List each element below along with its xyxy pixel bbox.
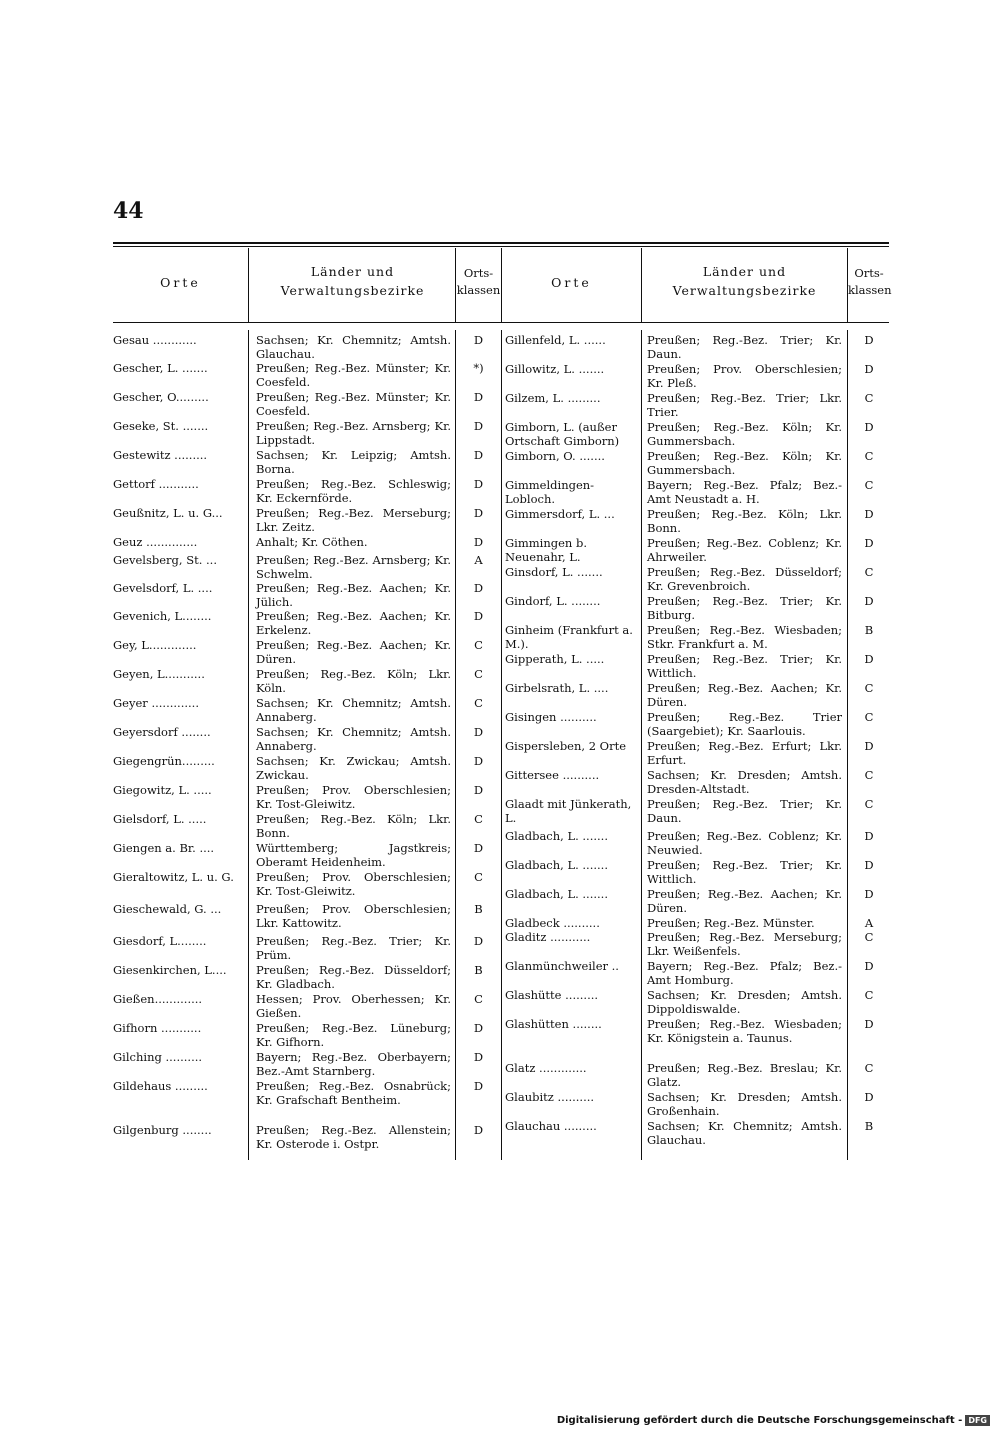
- place-class: D: [864, 858, 874, 872]
- top-rule-thick: [113, 242, 889, 244]
- administrative-district: Preußen; Reg.-Bez. Arnsberg; Kr. Lippstadt.: [256, 419, 451, 447]
- header-klassen-line2: klassen: [456, 283, 501, 297]
- place-name: Geseke, St. .......: [113, 420, 209, 433]
- place-class: B: [474, 963, 483, 977]
- place-class: D: [473, 783, 484, 797]
- place-name: Gescher, O.........: [113, 391, 209, 404]
- administrative-district: Preußen; Reg.-Bez. Aachen; Kr. Erkelenz.: [256, 609, 451, 637]
- place-name: Gimmeldingen-Lobloch.: [505, 479, 595, 506]
- place-name: Gildehaus .........: [113, 1080, 208, 1093]
- col-line-1: [248, 330, 249, 1160]
- place-class: B: [864, 623, 874, 637]
- place-name: Gescher, L. .......: [113, 362, 208, 375]
- place-class: D: [864, 420, 874, 434]
- place-name: Geyer .............: [113, 697, 199, 710]
- col-divider-1: [248, 248, 249, 322]
- administrative-district: Bayern; Reg.-Bez. Pfalz; Bez.-Amt Homburg.: [647, 959, 842, 987]
- administrative-district: Preußen; Reg.-Bez. Münster.: [647, 916, 815, 930]
- place-class: C: [474, 696, 483, 710]
- place-class: D: [473, 725, 484, 739]
- place-class: C: [864, 1061, 874, 1075]
- place-name: Giesdorf, L........: [113, 935, 207, 948]
- place-class: D: [473, 535, 484, 549]
- place-name: Ginsdorf, L. .......: [505, 566, 603, 579]
- place-name: Gimmersdorf, L. ...: [505, 508, 615, 521]
- place-class: C: [474, 667, 483, 681]
- header-klassen-left: [456, 265, 501, 299]
- place-name: Gillenfeld, L. ......: [505, 334, 606, 347]
- administrative-district: Preußen; Reg.-Bez. Arnsberg; Kr. Schwelm.: [256, 553, 451, 581]
- place-class: A: [474, 553, 483, 567]
- administrative-district: Preußen; Reg.-Bez. Trier (Saargebiet); Kr. Saarlouis.: [647, 710, 842, 738]
- administrative-district: Württemberg; Jagstkreis; Oberamt Heidenheim.: [256, 841, 451, 869]
- place-name: Gittersee ..........: [505, 769, 600, 782]
- place-name: Glaadt mit Jünkerath, L.: [505, 798, 632, 825]
- administrative-district: Preußen; Reg.-Bez. Köln; Lkr. Köln.: [256, 667, 451, 695]
- place-name: Gettorf ...........: [113, 478, 199, 491]
- header-klassen-line1: Orts-: [854, 266, 884, 280]
- place-class: B: [474, 902, 483, 916]
- place-name: Gimmingen b. Neuenahr, L.: [505, 537, 588, 564]
- place-class: D: [864, 1090, 874, 1104]
- administrative-district: Anhalt; Kr. Cöthen.: [256, 535, 368, 549]
- place-name: Gevelsberg, St. ...: [113, 554, 217, 567]
- col-line-4: [641, 330, 642, 1160]
- administrative-district: Preußen; Reg.-Bez. Trier; Kr. Daun.: [647, 333, 842, 361]
- place-class: C: [864, 797, 874, 811]
- place-name: Gladitz ...........: [505, 931, 591, 944]
- place-name: Gimborn, O. .......: [505, 450, 605, 463]
- administrative-district: Preußen; Reg.-Bez. Trier; Lkr. Trier.: [647, 391, 842, 419]
- place-class: D: [473, 1079, 484, 1093]
- place-name: Geußnitz, L. u. G...: [113, 507, 223, 520]
- place-class: D: [864, 1017, 874, 1031]
- place-name: Giegengrün.........: [113, 755, 215, 768]
- administrative-district: Preußen; Reg.-Bez. Trier; Kr. Bitburg.: [647, 594, 842, 622]
- administrative-district: Bayern; Reg.-Bez. Pfalz; Bez.-Amt Neustadt a. H.: [647, 478, 842, 506]
- place-class: D: [473, 934, 484, 948]
- place-class: D: [473, 581, 484, 595]
- place-class: D: [864, 507, 874, 521]
- administrative-district: Preußen; Reg.-Bez. Köln; Lkr. Bonn.: [256, 812, 451, 840]
- place-class: D: [864, 333, 874, 347]
- administrative-district: Preußen; Reg.-Bez. Aachen; Kr. Düren.: [256, 638, 451, 666]
- administrative-district: Preußen; Reg.-Bez. Trier; Kr. Wittlich.: [647, 858, 842, 886]
- administrative-district: Preußen; Reg.-Bez. Düsseldorf; Kr. Gladbach.: [256, 963, 451, 991]
- place-class: D: [473, 609, 484, 623]
- place-class: C: [474, 870, 483, 884]
- place-name: Girbelsrath, L. ....: [505, 682, 609, 695]
- place-name: Gesau ............: [113, 334, 197, 347]
- place-class: D: [864, 829, 874, 843]
- administrative-district: Sachsen; Kr. Chemnitz; Amtsh. Glauchau.: [647, 1119, 842, 1147]
- place-class: D: [473, 754, 484, 768]
- place-name: Gifhorn ...........: [113, 1022, 202, 1035]
- place-name: Geuz ..............: [113, 536, 198, 549]
- place-name: Gimborn, L. (außer Ortschaft Gimborn): [505, 421, 620, 448]
- place-name: Gieraltowitz, L. u. G.: [113, 871, 234, 884]
- header-orte-left: Orte: [160, 275, 201, 290]
- place-name: Geyen, L...........: [113, 668, 205, 681]
- place-name: Gladbach, L. .......: [505, 888, 608, 901]
- place-class: C: [864, 988, 874, 1002]
- administrative-district: Sachsen; Kr. Dresden; Amtsh. Dresden-Altstadt.: [647, 768, 842, 796]
- administrative-district: Preußen; Reg.-Bez. Osnabrück; Kr. Grafschaft Bentheim.: [256, 1079, 451, 1107]
- administrative-district: Preußen; Reg.-Bez. Trier; Kr. Daun.: [647, 797, 842, 825]
- place-class: D: [864, 887, 874, 901]
- header-klassen-line1: Orts-: [463, 266, 494, 280]
- administrative-district: Preußen; Reg.-Bez. Köln; Lkr. Bonn.: [647, 507, 842, 535]
- administrative-district: Preußen; Reg.-Bez. Aachen; Kr. Düren.: [647, 681, 842, 709]
- place-name: Gladbach, L. .......: [505, 859, 608, 872]
- header-orte-right: Orte: [551, 275, 592, 290]
- place-class: D: [473, 333, 484, 347]
- place-name: Giengen a. Br. ....: [113, 842, 215, 855]
- administrative-district: Sachsen; Kr. Leipzig; Amtsh. Borna.: [256, 448, 451, 476]
- place-class: D: [864, 959, 874, 973]
- administrative-district: Sachsen; Kr. Chemnitz; Amtsh. Annaberg.: [256, 696, 451, 724]
- place-class: D: [473, 477, 484, 491]
- place-name: Glaubitz ..........: [505, 1091, 595, 1104]
- administrative-district: Preußen; Reg.-Bez. Allenstein; Kr. Osterode i. Ostpr.: [256, 1123, 451, 1151]
- place-name: Gladbach, L. .......: [505, 830, 608, 843]
- place-class: C: [864, 478, 874, 492]
- top-rule-thin: [113, 246, 889, 247]
- place-class: D: [473, 841, 484, 855]
- place-name: Giesenkirchen, L....: [113, 964, 227, 977]
- place-class: C: [474, 812, 483, 826]
- place-class: C: [864, 768, 874, 782]
- administrative-district: Preußen; Prov. Oberschlesien; Lkr. Kattowitz.: [256, 902, 451, 930]
- place-name: Gielsdorf, L. .....: [113, 813, 207, 826]
- place-name: Gindorf, L. ........: [505, 595, 601, 608]
- place-name: Glatz .............: [505, 1062, 587, 1075]
- administrative-district: Preußen; Reg.-Bez. Münster; Kr. Coesfeld.: [256, 361, 451, 389]
- header-laender-line1: Länder und: [310, 264, 395, 279]
- administrative-district: Sachsen; Kr. Dresden; Amtsh. Dippoldiswalde.: [647, 988, 842, 1016]
- administrative-district: Preußen; Reg.-Bez. Merseburg; Lkr. Weißenfels.: [647, 930, 842, 958]
- header-bottom-rule: [113, 322, 889, 323]
- administrative-district: Preußen; Reg.-Bez. Breslau; Kr. Glatz.: [647, 1061, 842, 1089]
- administrative-district: Sachsen; Kr. Zwickau; Amtsh. Zwickau.: [256, 754, 451, 782]
- place-class: D: [864, 362, 874, 376]
- place-name: Gestewitz .........: [113, 449, 208, 462]
- header-klassen-line2: klassen: [848, 283, 892, 297]
- place-class: D: [864, 739, 874, 753]
- administrative-district: Preußen; Prov. Oberschlesien; Kr. Tost-Gleiwitz.: [256, 870, 451, 898]
- administrative-district: Preußen; Reg.-Bez. Aachen; Kr. Düren.: [647, 887, 842, 915]
- administrative-district: Preußen; Prov. Oberschlesien; Kr. Tost-Gleiwitz.: [256, 783, 451, 811]
- administrative-district: Preußen; Prov. Oberschlesien; Kr. Pleß.: [647, 362, 842, 390]
- administrative-district: Preußen; Reg.-Bez. Köln; Kr. Gummersbach.: [647, 420, 842, 448]
- administrative-district: Preußen; Reg.-Bez. Düsseldorf; Kr. Grevenbroich.: [647, 565, 842, 593]
- place-class: C: [864, 391, 874, 405]
- place-name: Glauchau .........: [505, 1120, 597, 1133]
- place-class: C: [474, 992, 483, 1006]
- place-class: C: [864, 681, 874, 695]
- place-class: D: [473, 1050, 484, 1064]
- place-name: Gispersleben, 2 Orte: [505, 740, 627, 753]
- place-class: C: [864, 565, 874, 579]
- header-laender-line1: Länder und: [702, 264, 787, 279]
- place-class: C: [864, 930, 874, 944]
- place-name: Glashütten ........: [505, 1018, 602, 1031]
- administrative-district: Preußen; Reg.-Bez. Merseburg; Lkr. Zeitz.: [256, 506, 451, 534]
- header-laender-line2: Verwaltungsbezirke: [280, 283, 425, 298]
- place-name: Gisingen ..........: [505, 711, 597, 724]
- place-class: D: [473, 506, 484, 520]
- place-name: Gießen.............: [113, 993, 203, 1006]
- place-name: Gipperath, L. .....: [505, 653, 605, 666]
- place-name: Ginheim (Frankfurt a. M.).: [505, 624, 633, 651]
- header-laender-left: [250, 262, 455, 300]
- administrative-district: Preußen; Reg.-Bez. Coblenz; Kr. Ahrweiler.: [647, 536, 842, 564]
- administrative-district: Preußen; Reg.-Bez. Münster; Kr. Coesfeld.: [256, 390, 451, 418]
- place-name: Gilgenburg ........: [113, 1124, 212, 1137]
- place-name: Gieschewald, G. ...: [113, 903, 222, 916]
- place-class: D: [473, 419, 484, 433]
- administrative-district: Hessen; Prov. Oberhessen; Kr. Gießen.: [256, 992, 451, 1020]
- header-laender-line2: Verwaltungsbezirke: [672, 283, 817, 298]
- place-class: C: [864, 710, 874, 724]
- administrative-district: Preußen; Reg.-Bez. Trier; Kr. Wittlich.: [647, 652, 842, 680]
- footer-text: Digitalisierung gefördert durch die Deutsche Forschungsgemeinschaft -: [556, 1415, 963, 1426]
- place-class: C: [474, 638, 483, 652]
- place-name: Gey, L.............: [113, 639, 197, 652]
- administrative-district: Preußen; Reg.-Bez. Wiesbaden; Stkr. Frankfurt a. M.: [647, 623, 842, 651]
- footer-credit: [557, 1415, 990, 1426]
- administrative-district: Preußen; Reg.-Bez. Coblenz; Kr. Neuwied.: [647, 829, 842, 857]
- administrative-district: Preußen; Reg.-Bez. Köln; Kr. Gummersbach.: [647, 449, 842, 477]
- place-name: Gilzem, L. .........: [505, 392, 601, 405]
- place-name: Glanmünchweiler ..: [505, 960, 619, 973]
- place-name: Gillowitz, L. .......: [505, 363, 605, 376]
- place-class: D: [473, 390, 484, 404]
- administrative-district: Bayern; Reg.-Bez. Oberbayern; Bez.-Amt Starnberg.: [256, 1050, 451, 1078]
- place-class: C: [864, 449, 874, 463]
- place-class: *): [473, 361, 484, 375]
- header-klassen-right: [848, 265, 890, 299]
- col-line-3: [501, 330, 502, 1160]
- header-laender-right: [642, 262, 847, 300]
- place-name: Gevenich, L........: [113, 610, 212, 623]
- place-class: D: [473, 448, 484, 462]
- administrative-district: Preußen; Reg.-Bez. Aachen; Kr. Jülich.: [256, 581, 451, 609]
- place-name: Giegowitz, L. .....: [113, 784, 212, 797]
- administrative-district: Preußen; Reg.-Bez. Schleswig; Kr. Eckernförde.: [256, 477, 451, 505]
- place-class: D: [864, 594, 874, 608]
- place-class: D: [864, 536, 874, 550]
- place-class: B: [864, 1119, 874, 1133]
- place-name: Glashütte .........: [505, 989, 599, 1002]
- place-class: A: [864, 916, 874, 930]
- administrative-district: Preußen; Reg.-Bez. Lüneburg; Kr. Gifhorn.: [256, 1021, 451, 1049]
- administrative-district: Preußen; Reg.-Bez. Trier; Kr. Prüm.: [256, 934, 451, 962]
- administrative-district: Preußen; Reg.-Bez. Erfurt; Lkr. Erfurt.: [647, 739, 842, 767]
- administrative-district: Preußen; Reg.-Bez. Wiesbaden; Kr. Königstein a. Taunus.: [647, 1017, 842, 1045]
- place-name: Gilching ..........: [113, 1051, 203, 1064]
- place-class: D: [473, 1021, 484, 1035]
- place-class: D: [864, 652, 874, 666]
- place-name: Gevelsdorf, L. ....: [113, 582, 213, 595]
- dfg-logo: DFG: [965, 1415, 990, 1426]
- page-number: 44: [113, 198, 144, 224]
- place-name: Geyersdorf ........: [113, 726, 211, 739]
- place-name: Gladbeck ..........: [505, 917, 600, 930]
- place-class: D: [473, 1123, 484, 1137]
- administrative-district: Sachsen; Kr. Dresden; Amtsh. Großenhain.: [647, 1090, 842, 1118]
- administrative-district: Sachsen; Kr. Chemnitz; Amtsh. Glauchau.: [256, 333, 451, 361]
- administrative-district: Sachsen; Kr. Chemnitz; Amtsh. Annaberg.: [256, 725, 451, 753]
